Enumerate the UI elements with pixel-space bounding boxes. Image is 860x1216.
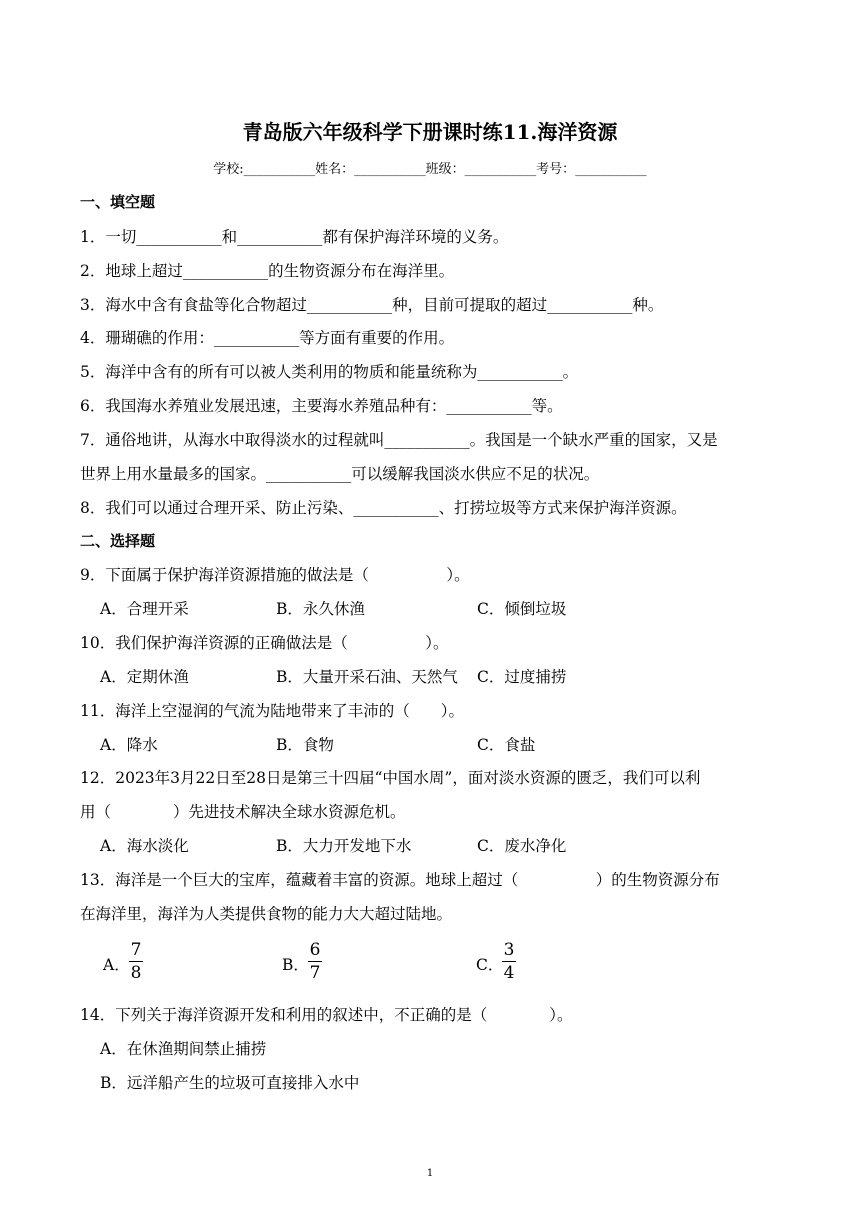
q13-option-c-label: C． [476, 956, 504, 974]
question-11: 11．海洋上空湿润的气流为陆地带来了丰沛的（ ）。 [80, 702, 464, 720]
q13-option-c-fraction [502, 939, 516, 984]
q13-option-b [282, 940, 321, 983]
q13-option-a-label: A． [103, 956, 130, 974]
q12-option-a: A．海水淡化 [100, 837, 189, 855]
question-10: 10．我们保护海洋资源的正确做法是（ ）。 [80, 634, 449, 652]
q13-option-a-denominator: 8 [130, 963, 142, 983]
section-heading-fill: 一、填空题 [80, 193, 156, 211]
q11-option-a: A．降水 [100, 736, 158, 754]
q13-option-b-label: B． [282, 956, 309, 974]
q12-option-c: C．废水净化 [477, 837, 567, 855]
q10-option-c: C．过度捕捞 [477, 668, 567, 686]
question-5: 5．海洋中含有的所有可以被人类利用的物质和能量统称为___________。 [80, 363, 579, 381]
q13-option-c-numerator: 3 [503, 940, 515, 960]
q14-option-a: A．在休渔期间禁止捕捞 [100, 1040, 267, 1058]
question-2: 2．地球上超过___________的生物资源分布在海洋里。 [80, 262, 455, 280]
q9-option-a: A．合理开采 [100, 600, 189, 618]
q13-option-c [476, 940, 515, 983]
q11-option-b: B．食物 [276, 736, 334, 754]
q9-option-b: B．永久休渔 [276, 600, 365, 618]
question-4: 4．珊瑚礁的作用：___________等方面有重要的作用。 [80, 329, 455, 347]
question-3: 3．海水中含有食盐等化合物超过___________种，目前可提取的超过___________种。 [80, 296, 664, 314]
q11-option-c: C．食盐 [477, 736, 536, 754]
page-title: 青岛版六年级科学下册课时练11.海洋资源 [242, 120, 618, 144]
q13-option-a [103, 940, 142, 983]
q9-option-c: C．倾倒垃圾 [477, 600, 567, 618]
question-13-line-1: 13．海洋是一个巨大的宝库，蕴藏着丰富的资源。地球上超过（ ）的生物资源分布 [80, 871, 720, 889]
q14-option-b: B．远洋船产生的垃圾可直接排入水中 [100, 1074, 360, 1092]
question-14: 14．下列关于海洋资源开发和利用的叙述中，不正确的是（ ）。 [80, 1006, 573, 1024]
question-1: 1．一切___________和___________都有保护海洋环境的义务。 [80, 228, 509, 246]
q13-option-a-numerator: 7 [130, 940, 142, 960]
question-12-line-2: 用（ ）先进技术解决全球水资源危机。 [80, 803, 406, 821]
q13-option-b-fraction [308, 939, 322, 984]
q12-option-b: B．大力开发地下水 [276, 837, 412, 855]
question-6: 6．我国海水养殖业发展迅速，主要海水养殖品种有：___________等。 [80, 397, 563, 415]
question-7-line-2: 世界上用水量最多的国家。___________可以缓解我国淡水供应不足的状况。 [80, 465, 600, 483]
q10-option-b: B．大量开采石油、天然气 [276, 668, 458, 686]
question-12-line-1: 12．2023年3月22日至28日是第三十四届“中国水周”，面对淡水资源的匮乏，我们可以利 [80, 769, 701, 787]
question-13-line-2: 在海洋里，海洋为人类提供食物的能力大大超过陆地。 [80, 905, 453, 923]
student-info-line: 学校:___________姓名：___________班级：___________考号：___________ [213, 162, 647, 177]
question-8: 8．我们可以通过合理开采、防止污染、___________、打捞垃圾等方式来保护海洋资源。 [80, 499, 687, 517]
q13-option-b-denominator: 7 [309, 963, 321, 983]
question-9: 9．下面属于保护海洋资源措施的做法是（ ）。 [80, 566, 470, 584]
q13-option-c-denominator: 4 [503, 963, 515, 983]
section-heading-choice: 二、选择题 [80, 532, 156, 550]
page-number: 1 [426, 1168, 434, 1179]
q10-option-a: A．定期休渔 [100, 668, 189, 686]
q13-option-b-numerator: 6 [309, 940, 321, 960]
q13-option-a-fraction [129, 939, 143, 984]
question-7-line-1: 7．通俗地讲，从海水中取得淡水的过程就叫___________。我国是一个缺水严重的国家，又是 [80, 431, 718, 449]
